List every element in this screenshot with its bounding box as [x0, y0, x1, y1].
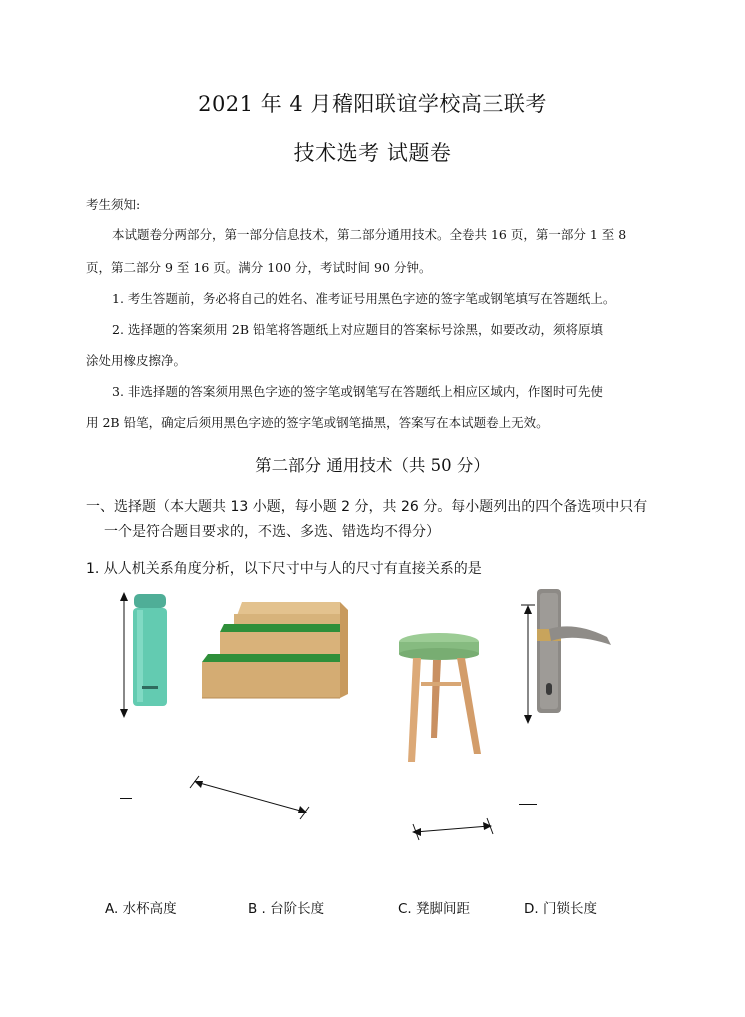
- notice-item-2-line1: 2. 选择题的答案须用 2B 铅笔将答题纸上对应题目的答案标号涂黑，如要改动，须将原填: [112, 322, 603, 337]
- notice-paragraph-line2: 页，第二部分 9 至 16 页。满分 100 分，考试时间 90 分钟。: [86, 260, 432, 275]
- option-b: B . 台阶长度: [248, 901, 325, 917]
- exam-title: 2021 年 4 月稽阳联谊学校高三联考: [198, 92, 547, 116]
- section-intro-line2: 一个是符合题目要求的，不选、多选、错选均不得分）: [104, 524, 440, 540]
- option-d: D. 门锁长度: [524, 901, 597, 917]
- section-intro-line1: 一、选择题（本大题共 13 小题，每小题 2 分，共 26 分。每小题列出的四个备选项中只有: [86, 499, 648, 515]
- lock-blank-mark: [519, 804, 537, 805]
- notice-item-3-line2: 用 2B 铅笔，确定后须用黑色字迹的签字笔或钢笔描黑，答案写在本试题卷上无效。: [86, 415, 549, 430]
- stool-figure: [395, 630, 505, 845]
- notice-item-1: 1. 考生答题前，务必将自己的姓名、准考证号用黑色字迹的签字笔或钢笔填写在答题纸上。: [112, 291, 616, 306]
- door-lock-figure: [515, 585, 615, 725]
- notice-item-3-line1: 3. 非选择题的答案须用黑色字迹的签字笔或钢笔写在答题纸上相应区域内，作图时可先使: [112, 384, 603, 399]
- notice-paragraph-line1: 本试题卷分两部分，第一部分信息技术，第二部分通用技术。全卷共 16 页，第一部分 1 至 8: [112, 227, 627, 242]
- steps-figure: [190, 598, 360, 828]
- option-c: C. 凳脚间距: [398, 901, 471, 917]
- cup-figure: [110, 590, 180, 720]
- section-title: 第二部分 通用技术（共 50 分）: [255, 456, 490, 475]
- option-a: A. 水杯高度: [105, 901, 177, 917]
- notice-item-2-line2: 涂处用橡皮擦净。: [86, 353, 187, 368]
- notice-heading: 考生须知:: [86, 197, 141, 212]
- question-1-stem: 1. 从人机关系角度分析，以下尺寸中与人的尺寸有直接关系的是: [86, 561, 482, 577]
- exam-subtitle: 技术选考 试题卷: [293, 141, 452, 165]
- cup-blank-mark: [120, 798, 132, 799]
